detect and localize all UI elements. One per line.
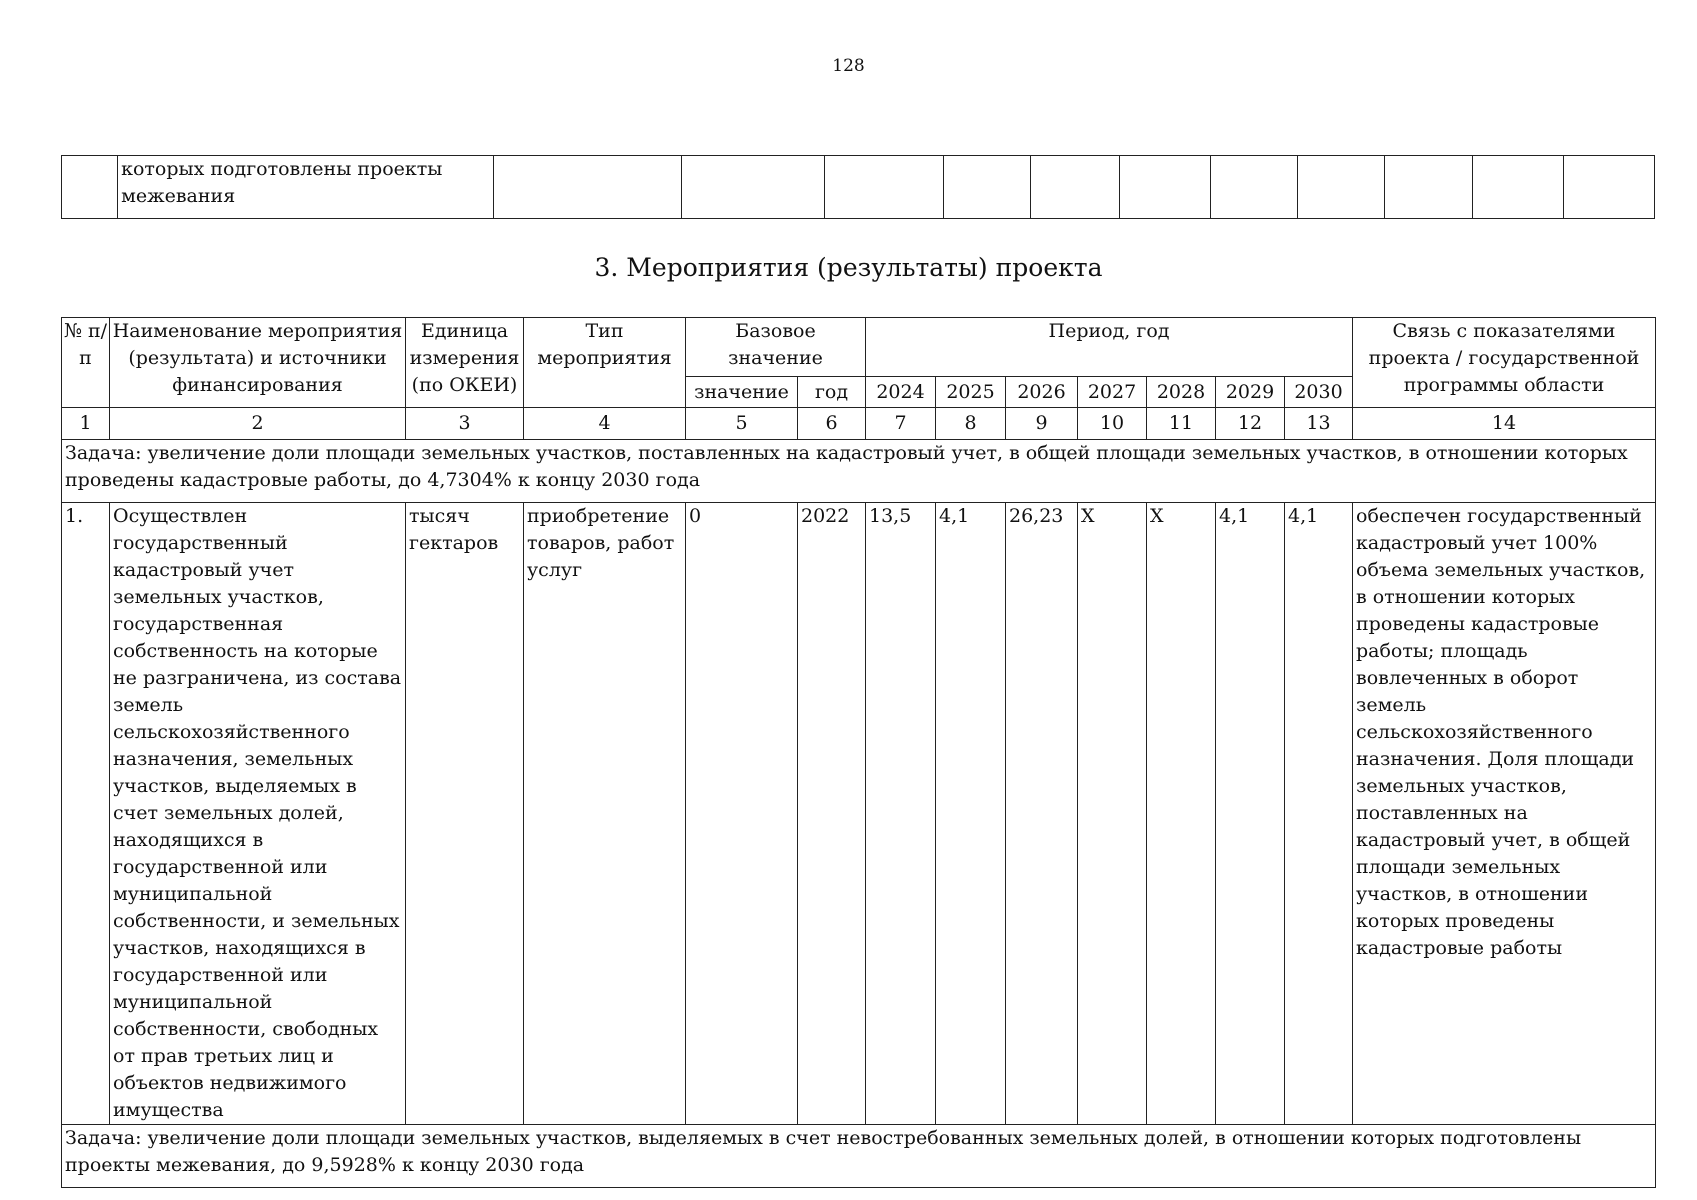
- continuation-cell: [1030, 156, 1119, 219]
- column-number: 9: [1006, 408, 1078, 440]
- continuation-cell: [825, 156, 943, 219]
- continuation-table: [61, 155, 1655, 219]
- row-value-2028: X: [1147, 503, 1216, 1125]
- row-type: приобретение товаров, работ услуг: [524, 503, 686, 1125]
- header-year: 2029: [1216, 377, 1285, 408]
- continuation-cell: [1298, 156, 1385, 219]
- column-number: 14: [1353, 408, 1656, 440]
- task-2: Задача: увеличение доли площади земельных участков, выделяемых в счет невостребованных земельных долей, в отношении которых подготовлены проекты межевания, до 9,5928% к концу 2030 года: [62, 1125, 1656, 1188]
- header-year: 2028: [1147, 377, 1216, 408]
- column-number: 3: [406, 408, 524, 440]
- column-number: 8: [936, 408, 1006, 440]
- header-year: 2030: [1285, 377, 1353, 408]
- column-number: 10: [1078, 408, 1147, 440]
- header-base: Базовое значение: [686, 318, 866, 377]
- header-year: 2026: [1006, 377, 1078, 408]
- task-row: [62, 1125, 1656, 1188]
- continuation-cell: [1563, 156, 1654, 219]
- header-row-1: [62, 318, 1656, 377]
- continuation-cell: [493, 156, 681, 219]
- row-unit: тысяч гектаров: [406, 503, 524, 1125]
- header-year: 2025: [936, 377, 1006, 408]
- row-name: Осуществлен государственный кадастровый учет земельных участков, государственная собственность на которые не разграничена, из состава земель сельскохозяйственного назначения, земельных участков, выделяемых в счет земельных долей, находящихся в государственной или муниципальной собственности, и земельных участков, находящихся в государственной или муниципальной собственности, свободных от прав третьих лиц и объектов недвижимого имущества: [110, 503, 406, 1125]
- header-link: Связь с показателями проекта / государственной программы области: [1353, 318, 1656, 408]
- header-period: Период, год: [866, 318, 1353, 377]
- header-year: 2027: [1078, 377, 1147, 408]
- header-num: № п/п: [62, 318, 110, 408]
- row-base-year: 2022: [798, 503, 866, 1125]
- task-1: Задача: увеличение доли площади земельных участков, поставленных на кадастровый учет, в общей площади земельных участков, в отношении которых проведены кадастровые работы, до 4,7304% к концу 2030 года: [62, 440, 1656, 503]
- section-title: 3. Мероприятия (результаты) проекта: [594, 253, 1103, 282]
- header-type: Тип мероприятия: [524, 318, 686, 408]
- row-base-value: 0: [686, 503, 798, 1125]
- column-number: 1: [62, 408, 110, 440]
- continuation-cell: [682, 156, 825, 219]
- header-base-value: значение: [686, 377, 798, 408]
- measures-table: [61, 317, 1656, 1188]
- row-value-2029: 4,1: [1216, 503, 1285, 1125]
- row-link: обеспечен государственный кадастровый учет 100% объема земельных участков, в отношении которых проведены кадастровые работы; площадь вовлеченных в оборот земель сельскохозяйственного назначения. Доля площади земельных участков, поставленных на кадастровый учет, в общей площади земельных участков, в отношении которых проведены кадастровые работы: [1353, 503, 1656, 1125]
- column-numbers-row: [62, 408, 1656, 440]
- row-value-2027: X: [1078, 503, 1147, 1125]
- header-year: 2024: [866, 377, 936, 408]
- task-row: [62, 440, 1656, 503]
- column-number: 7: [866, 408, 936, 440]
- continuation-cell: [1211, 156, 1298, 219]
- column-number: 5: [686, 408, 798, 440]
- continuation-cell: [1119, 156, 1210, 219]
- column-number: 2: [110, 408, 406, 440]
- continuation-cell: [1472, 156, 1563, 219]
- continuation-cell: [943, 156, 1030, 219]
- continuation-text: которых подготовлены проекты межевания: [118, 156, 494, 219]
- table-row: [62, 503, 1656, 1125]
- page-number: 128: [832, 56, 865, 76]
- continuation-cell: [1385, 156, 1472, 219]
- column-number: 12: [1216, 408, 1285, 440]
- row-value-2025: 4,1: [936, 503, 1006, 1125]
- column-number: 11: [1147, 408, 1216, 440]
- row-value-2024: 13,5: [866, 503, 936, 1125]
- row-value-2030: 4,1: [1285, 503, 1353, 1125]
- column-number: 6: [798, 408, 866, 440]
- column-number: 4: [524, 408, 686, 440]
- row-value-2026: 26,23: [1006, 503, 1078, 1125]
- row-num: 1.: [62, 503, 110, 1125]
- header-base-year: год: [798, 377, 866, 408]
- header-name: Наименование мероприятия (результата) и источники финансирования: [110, 318, 406, 408]
- column-number: 13: [1285, 408, 1353, 440]
- continuation-cell-num: [62, 156, 118, 219]
- header-unit: Единица измерения (по ОКЕИ): [406, 318, 524, 408]
- continuation-row: [62, 156, 1655, 219]
